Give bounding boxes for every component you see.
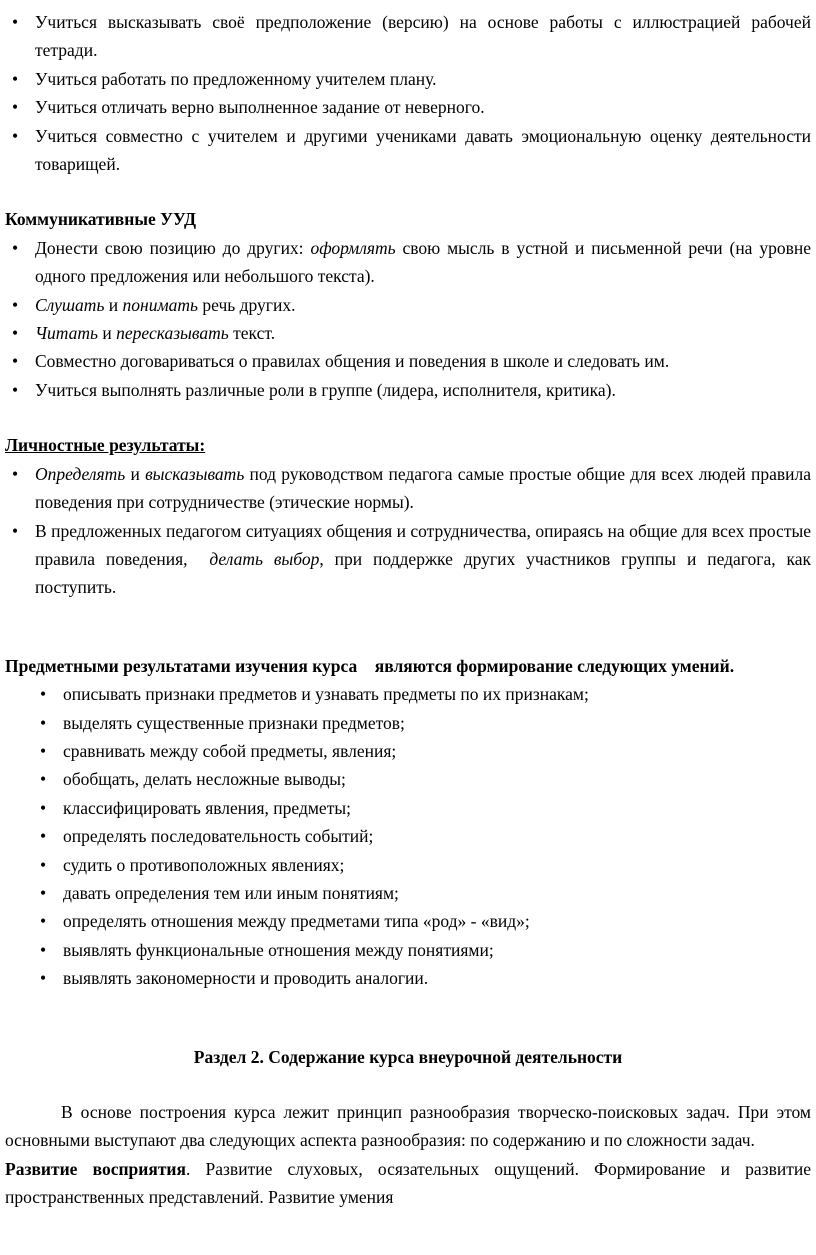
bullet-list-item: • Учиться работать по предложенному учителем плану. <box>5 65 811 93</box>
bullet-list-item: • Учиться совместно с учителем и другими учениками давать эмоциональную оценку деятельности товарищей. <box>5 122 811 179</box>
text-run: и <box>98 323 117 344</box>
bullet-list-item: • определять последовательность событий; <box>5 822 811 850</box>
text-run: оформлять <box>310 237 396 258</box>
communicative-uud-list <box>5 234 811 404</box>
bullet-list-item: • Учиться отличать верно выполненное задание от неверного. <box>5 93 811 121</box>
bullet-list-item: • обобщать, делать несложные выводы; <box>5 765 811 793</box>
bullet-list-item: • выделять существенные признаки предметов; <box>5 709 811 737</box>
text-run: Развитие восприятия <box>5 1158 186 1179</box>
personal-results-list <box>5 460 811 602</box>
text-run: пересказывать <box>116 323 229 344</box>
bullet-list-item: • давать определения тем или иным понятиям; <box>5 879 811 907</box>
text-run: Совместно договариваться о правилах общения и поведения в школе и следовать им. <box>35 351 670 372</box>
bullet-list-item: • классифицировать явления, предметы; <box>5 794 811 822</box>
text-run: речь других. <box>197 294 296 315</box>
section2-heading: Раздел 2. Содержание курса внеурочной деятельности <box>193 1046 623 1067</box>
bullet-list-item <box>5 291 811 319</box>
text-run: свою мысль в устной и письменной речи (на уровне одного предложения или небольшого текста). <box>35 237 811 287</box>
regulative-uud-list <box>5 8 811 178</box>
text-run: Определять <box>35 463 126 484</box>
bullet-list-item <box>5 460 811 517</box>
bullet-list-item <box>5 517 811 602</box>
bullet-list-item: • выявлять закономерности и проводить аналогии. <box>5 964 811 992</box>
subject-skills-list <box>5 680 811 992</box>
text-run: текст. <box>228 323 276 344</box>
personal-results-heading: Личностные результаты: <box>5 435 206 456</box>
section2-paragraph-1: В основе построения курса лежит принцип разнообразия творческо-поисковых задач. При этом основными выступают два следующих аспекта разнообразия: по содержанию и по сложности задач. <box>5 1102 811 1151</box>
bullet-list-item <box>5 234 811 291</box>
text-run: понимать <box>122 294 198 315</box>
text-run: высказывать <box>145 463 245 484</box>
text-run: Читать <box>35 323 99 344</box>
text-run: . Развитие слуховых, осязательных ощущений. Формирование и развитие пространственных представлений. Развитие умения <box>5 1158 811 1208</box>
section2-paragraph-2 <box>5 1155 811 1212</box>
bullet-list-item: • сравнивать между собой предметы, явления; <box>5 737 811 765</box>
bullet-list-item: • описывать признаки предметов и узнавать предметы по их признакам; <box>5 680 811 708</box>
bullet-list-item <box>5 376 811 404</box>
text-run: Учиться выполнять различные роли в группе (лидера, исполнителя, критика). <box>35 379 616 400</box>
text-run: В предложенных педагогом ситуациях общения и сотрудничества, опираясь на общие для всех простые правила поведения, <box>35 520 811 569</box>
bullet-list-item: • Учиться высказывать своё предположение (версию) на основе работы с иллюстрацией рабочей тетради. <box>5 8 811 65</box>
text-run: под руководством педагога самые простые общие для всех людей правила поведения при сотрудничестве (этические нормы). <box>35 463 811 513</box>
subject-results-intro: Предметными результатами изучения курса являются формирование следующих умений. <box>5 655 735 676</box>
bullet-list-item: • выявлять функциональные отношения между понятиями; <box>5 936 811 964</box>
communicative-uud-heading: Коммуникативные УУД <box>5 209 197 230</box>
text-run: и <box>125 463 146 484</box>
text-run: и <box>104 294 123 315</box>
text-run: Слушать <box>35 294 105 315</box>
bullet-list-item: • судить о противоположных явлениях; <box>5 851 811 879</box>
text-run: делать выбор <box>209 548 320 569</box>
bullet-list-item: • определять отношения между предметами типа «род» - «вид»; <box>5 907 811 935</box>
text-run: Донести свою позицию до других: <box>35 237 311 258</box>
bullet-list-item <box>5 347 811 375</box>
bullet-list-item <box>5 319 811 347</box>
text-run: , при поддержке других участников группы и педагога, как поступить. <box>35 548 811 598</box>
